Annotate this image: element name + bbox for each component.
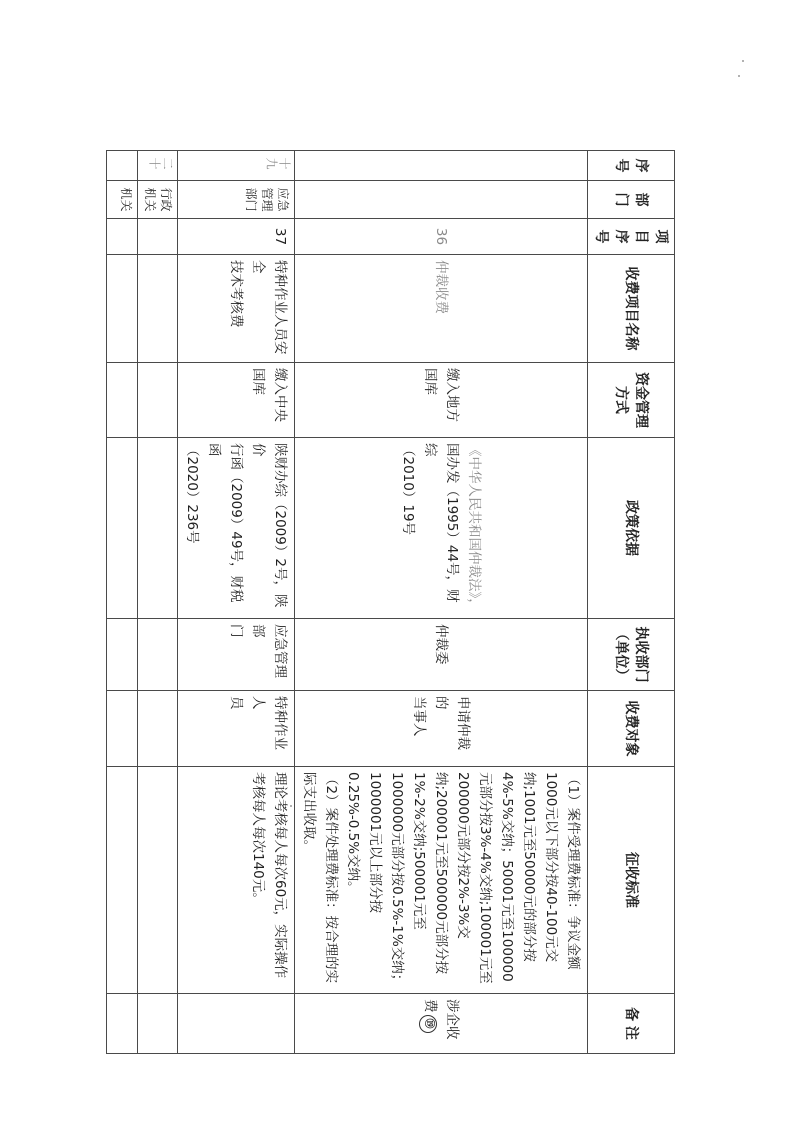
header-standard: 征收标准 bbox=[588, 767, 675, 994]
cell-target bbox=[107, 691, 138, 767]
table-row-arbitration bbox=[295, 151, 588, 1054]
header-dept: 部门 bbox=[588, 181, 675, 219]
cell-target: 特种作业人 员 bbox=[178, 691, 295, 767]
cell-policy bbox=[295, 438, 588, 619]
header-target: 收费对象 bbox=[588, 691, 675, 767]
row-seq-label: 十九 bbox=[265, 156, 291, 170]
row-seq-label: 二十 bbox=[148, 156, 174, 170]
policy-docs: 国办发（1995）44号，财综 （2010）19号 bbox=[400, 443, 460, 603]
header-seq: 序号 bbox=[588, 151, 675, 181]
cell-item-name bbox=[138, 255, 178, 363]
header-item-name: 收费项目名称 bbox=[588, 255, 675, 363]
header-remark: 备 注 bbox=[588, 994, 675, 1054]
cell-dept: 行政 机关 bbox=[138, 181, 178, 219]
cell-remark bbox=[295, 994, 588, 1054]
cell-remark bbox=[107, 994, 138, 1054]
scan-speck bbox=[738, 75, 740, 77]
cell-collector: 仲裁委 bbox=[295, 619, 588, 691]
cell-item-name: 仲裁收费 bbox=[295, 255, 588, 363]
scan-speck bbox=[742, 60, 744, 62]
header-policy: 政策依据 bbox=[588, 438, 675, 619]
header-fund-mgmt: 资金管理 方式 bbox=[588, 363, 675, 438]
cell-policy bbox=[138, 438, 178, 619]
table-header-row bbox=[588, 151, 675, 1054]
cell-policy bbox=[107, 438, 138, 619]
table-row-org bbox=[107, 151, 138, 1054]
circled-number-mark: ⑲ bbox=[419, 1015, 437, 1033]
cell-dept: 机关 bbox=[107, 181, 138, 219]
cell-remark bbox=[138, 994, 178, 1054]
remark-text: 涉企收费 bbox=[422, 999, 460, 1040]
cell-fund-mgmt bbox=[138, 363, 178, 438]
cell-item-name bbox=[107, 255, 138, 363]
table-row-admin bbox=[138, 151, 178, 1054]
cell-seq bbox=[138, 151, 178, 181]
cell-item-name: 特种作业人员安全 技术考核费 bbox=[178, 255, 295, 363]
cell-standard: （1）案件受理费标准：争议金额1000元以下部分按40-100元交纳;1001元至50000元的部分按4%-5%交纳；50001元至100000元部分按3%-4%交纳;100001元至200000元部分按2%-3%交纳;200001元至500000元部分按1%-2%交纳;500001元至1000000元部分按0.5%-1%交纳；1000001元以上部分按0.25%-0.5%交纳。 （2）案件处理费标准：按合理的实际支出收取。 bbox=[295, 767, 588, 994]
cell-dept bbox=[295, 181, 588, 219]
policy-law-title: 《中华人民共和国仲裁法》， bbox=[466, 443, 482, 612]
cell-collector bbox=[138, 619, 178, 691]
cell-target: 申请仲裁的 当事人 bbox=[295, 691, 588, 767]
cell-standard: 理论考核每人每次60元，实际操作考核每人每次140元。 bbox=[178, 767, 295, 994]
table-row-emergency bbox=[178, 151, 295, 1054]
header-item-seq: 项目 序号 bbox=[588, 219, 675, 255]
cell-standard bbox=[107, 767, 138, 994]
cell-fund-mgmt: 缴入地方 国库 bbox=[295, 363, 588, 438]
cell-dept: 应急 管理 部门 bbox=[178, 181, 295, 219]
cell-target bbox=[138, 691, 178, 767]
cell-policy: 陕财办综（2009）2号，陕价 行函（2009）49号，财税函 （2020）236号 bbox=[178, 438, 295, 619]
cell-seq bbox=[295, 151, 588, 181]
cell-seq bbox=[178, 151, 295, 181]
cell-item-seq bbox=[138, 219, 178, 255]
cell-standard bbox=[138, 767, 178, 994]
cell-collector bbox=[107, 619, 138, 691]
fee-table bbox=[106, 150, 675, 1054]
rotated-fee-table-wrapper bbox=[119, 150, 675, 1053]
cell-remark bbox=[178, 994, 295, 1054]
cell-item-seq: 36 bbox=[295, 219, 588, 255]
header-collector: 执收部门 （单位） bbox=[588, 619, 675, 691]
cell-fund-mgmt: 缴入中央 国库 bbox=[178, 363, 295, 438]
cell-item-seq bbox=[107, 219, 138, 255]
cell-collector: 应急管理部 门 bbox=[178, 619, 295, 691]
cell-item-seq: 37 bbox=[178, 219, 295, 255]
cell-seq bbox=[107, 151, 138, 181]
cell-fund-mgmt bbox=[107, 363, 138, 438]
